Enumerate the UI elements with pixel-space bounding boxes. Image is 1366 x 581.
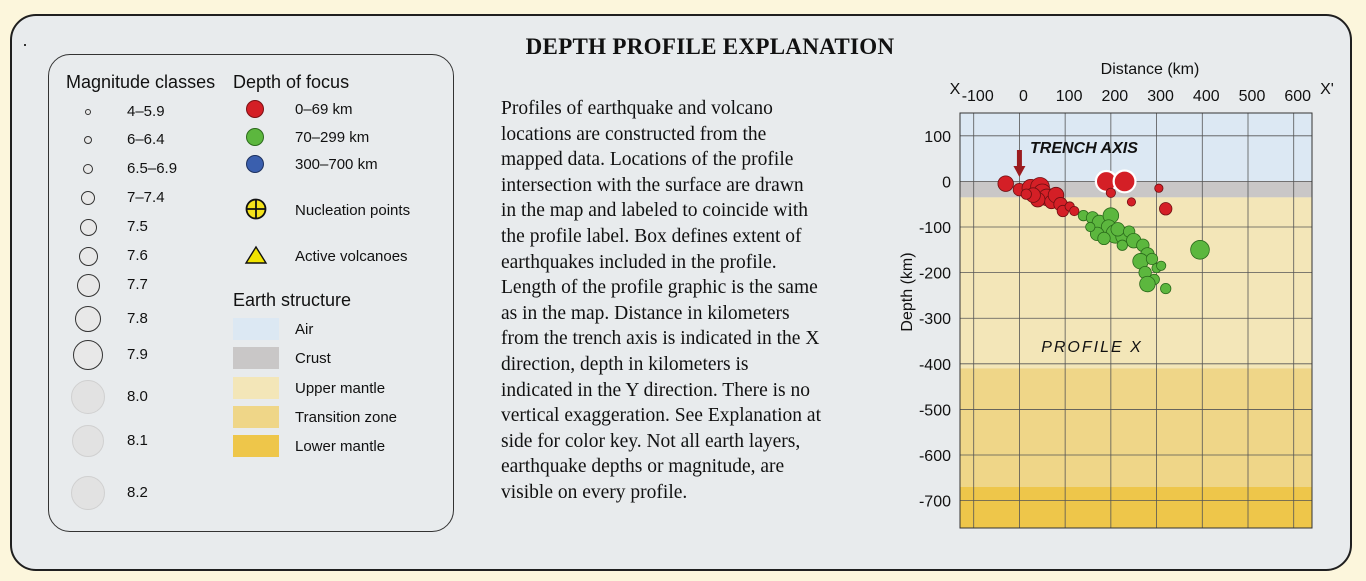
depth-deep-label: 300–700 km [295, 156, 378, 173]
magnitude-header: Magnitude classes [66, 72, 216, 92]
y-tick-label: -100 [918, 220, 951, 238]
description-line: intersection with the surface are drawn [501, 174, 804, 196]
description-line: side for color key. Not all earth layers, [501, 430, 801, 452]
earthquake-point [1070, 206, 1079, 215]
magnitude-label: 8.2 [127, 484, 148, 501]
volcano-label: Active volcanoes [295, 248, 408, 265]
earthquake-point [1140, 276, 1156, 292]
magnitude-label: 7.8 [127, 310, 148, 327]
description-line: as in the map. Distance in kilometers [501, 302, 790, 324]
trench-arrow-shaft [1017, 150, 1022, 168]
layer-band [960, 368, 1312, 487]
description-line: visible on every profile. [501, 481, 688, 503]
earthquake-point [1159, 203, 1171, 215]
description-line: direction, depth in kilometers is [501, 353, 749, 375]
x-end-label: X' [1320, 81, 1334, 98]
x-tick-label: 200 [1101, 88, 1129, 105]
y-tick-label: -600 [918, 448, 951, 466]
x-start-label: X [949, 81, 961, 98]
earthquake-point [1161, 283, 1171, 293]
magnitude-label: 7–7.4 [127, 189, 165, 206]
description-line: mapped data. Locations of the profile [501, 149, 794, 171]
magnitude-label: 6.5–6.9 [127, 160, 178, 177]
earthquake-point [1156, 261, 1165, 270]
earthquake-point [1146, 253, 1157, 264]
x-tick-label: 400 [1192, 88, 1220, 105]
y-tick-label: -500 [918, 402, 951, 420]
earthquake-point [1106, 188, 1115, 197]
layer-band [960, 487, 1312, 528]
description-line: indicated in the Y direction. There is no [501, 379, 811, 401]
magnitude-label: 7.6 [127, 247, 148, 264]
x-tick-label: 500 [1238, 88, 1266, 105]
description-line: in the map and labeled to coincide with [501, 200, 809, 222]
earthquake-point [1111, 223, 1125, 237]
magnitude-label: 6–6.4 [127, 131, 165, 148]
description-line: vertical exaggeration. See Explanation at [501, 405, 821, 427]
description-line: earthquake depths or magnitude, are [501, 456, 785, 478]
y-tick-label: 0 [942, 174, 951, 192]
earth-structure-header: Earth structure [233, 290, 352, 310]
earthquake-point [1086, 222, 1095, 231]
depth-shallow-label: 0–69 km [295, 101, 353, 118]
x-tick-label: -100 [961, 88, 994, 105]
description-line: the profile label. Box defines extent of [501, 225, 802, 247]
profile-title: PROFILE X [1041, 339, 1143, 356]
x-tick-label: 100 [1055, 88, 1083, 105]
upper-mantle-label: Upper mantle [295, 380, 386, 397]
earthquake-point [1117, 240, 1127, 250]
earthquake-point [1155, 184, 1163, 192]
x-tick-label: 600 [1284, 88, 1312, 105]
x-axis-title: Distance (km) [1100, 61, 1200, 78]
transition-zone-label: Transition zone [295, 409, 397, 426]
magnitude-label: 7.7 [127, 276, 148, 293]
earthquake-point [998, 176, 1014, 192]
trench-axis-label: TRENCH AXIS [1030, 140, 1138, 157]
y-tick-label: -400 [918, 356, 951, 374]
lower-mantle-label: Lower mantle [295, 438, 386, 455]
earthquake-point [1098, 232, 1110, 244]
y-tick-label: -700 [918, 493, 951, 511]
y-axis-title: Depth (km) [899, 252, 916, 332]
description-line: from the trench axis is indicated in the X [501, 328, 820, 350]
magnitude-label: 7.9 [127, 346, 148, 363]
x-tick-label: 0 [1018, 88, 1028, 105]
magnitude-label: 8.1 [127, 432, 148, 449]
magnitude-label: 4–5.9 [127, 103, 165, 120]
y-tick-label: -200 [918, 265, 951, 283]
y-tick-label: 100 [924, 128, 951, 146]
earthquake-point [1127, 198, 1135, 206]
depth-intermediate-label: 70–299 km [295, 129, 370, 146]
earthquake-point [1021, 189, 1031, 199]
description-line: Length of the profile graphic is the same [501, 277, 818, 299]
earthquake-point [1191, 240, 1210, 259]
x-tick-label: 300 [1147, 88, 1174, 105]
earthquake-point [1114, 170, 1136, 192]
depth-header: Depth of focus [233, 72, 350, 92]
description-line: locations are constructed from the [501, 123, 767, 145]
page-title: DEPTH PROFILE EXPLANATION [525, 34, 895, 59]
description-line: Profiles of earthquake and volcano [501, 98, 773, 119]
air-label: Air [295, 321, 314, 338]
crust-label: Crust [295, 350, 331, 367]
magnitude-label: 8.0 [127, 388, 148, 405]
description-line: earthquakes included in the profile. [501, 251, 777, 273]
nucleation-label: Nucleation points [295, 202, 411, 219]
y-tick-label: -300 [918, 311, 951, 329]
magnitude-label: 7.5 [127, 218, 148, 235]
